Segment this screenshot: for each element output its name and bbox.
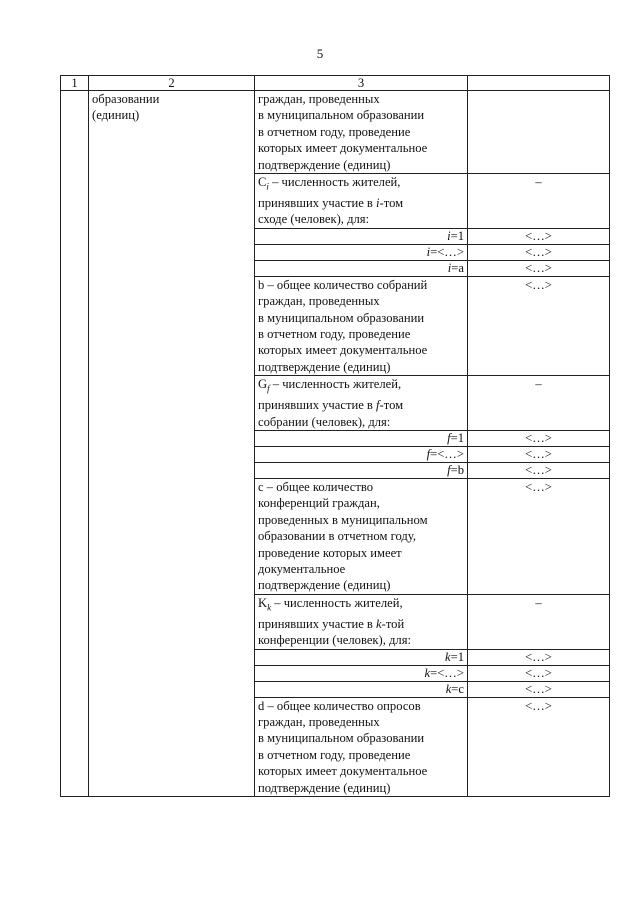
index-value: <…> bbox=[468, 446, 610, 462]
index-label: k=<…> bbox=[255, 665, 468, 681]
index-label: f=1 bbox=[255, 430, 468, 446]
indicator-table bbox=[60, 75, 610, 797]
index-value: <…> bbox=[468, 228, 610, 244]
index-value: <…> bbox=[468, 260, 610, 276]
indicator-description: $K_k$ – численность жителей, принявших участие в k-той конференции (человек), для: bbox=[255, 594, 468, 649]
indicator-value: – bbox=[468, 594, 610, 649]
index-label: f=<…> bbox=[255, 446, 468, 462]
variable-symbol: C bbox=[258, 175, 267, 190]
index-value: <…> bbox=[468, 649, 610, 665]
indicator-description: $C_i$ – численность жителей, принявших участие в i-том сходе (человек), для: bbox=[255, 174, 468, 229]
col1-cell bbox=[61, 91, 89, 797]
index-value: <…> bbox=[468, 681, 610, 697]
variable-symbol: d bbox=[258, 698, 265, 713]
indicator-description: b – общее количество собраний граждан, проведенных в муниципальном образовании в отчетном году, проведение которых имеет документальное подтверждение (единиц) bbox=[255, 276, 468, 375]
variable-symbol: c bbox=[258, 479, 264, 494]
indicator-value bbox=[468, 91, 610, 174]
indicator-value: – bbox=[468, 376, 610, 431]
indicator-description: c – общее количество конференций граждан, проведенных в муниципальном образовании в отчетном году, проведение которых имеет документальное подтверждение (единиц) bbox=[255, 478, 468, 594]
page-number: 5 bbox=[316, 46, 324, 61]
index-label: f=b bbox=[255, 462, 468, 478]
indicator-row bbox=[61, 91, 610, 174]
indicator-description: d – общее количество опросов граждан, проведенных в муниципальном образовании в отчетном году, проведение которых имеет документальное подтверждение (единиц) bbox=[255, 697, 468, 796]
index-label: i=<…> bbox=[255, 244, 468, 260]
indicator-value: <…> bbox=[468, 276, 610, 375]
variable-symbol: K bbox=[258, 595, 268, 610]
indicator-name-cell: образовании (единиц) bbox=[89, 91, 255, 797]
index-label: i=1 bbox=[255, 228, 468, 244]
indicator-value: – bbox=[468, 174, 610, 229]
variable-symbol: b bbox=[258, 277, 265, 292]
index-value: <…> bbox=[468, 462, 610, 478]
index-label: k=c bbox=[255, 681, 468, 697]
header-col-1: 1 bbox=[61, 76, 89, 91]
header-col-2: 2 bbox=[89, 76, 255, 91]
index-value: <…> bbox=[468, 430, 610, 446]
header-col-4 bbox=[468, 76, 610, 91]
indicator-description: $G_f$ – численность жителей, принявших участие в f-том собрании (человек), для: bbox=[255, 376, 468, 431]
table-header-row bbox=[61, 76, 610, 91]
index-label: i=a bbox=[255, 260, 468, 276]
variable-symbol: G bbox=[258, 377, 268, 392]
indicator-value: <…> bbox=[468, 697, 610, 796]
indicator-value: <…> bbox=[468, 478, 610, 594]
index-label: k=1 bbox=[255, 649, 468, 665]
index-value: <…> bbox=[468, 244, 610, 260]
index-value: <…> bbox=[468, 665, 610, 681]
header-col-3: 3 bbox=[255, 76, 468, 91]
indicator-description: граждан, проведенных в муниципальном образовании в отчетном году, проведение которых имеет документальное подтверждение (единиц) bbox=[255, 91, 468, 174]
